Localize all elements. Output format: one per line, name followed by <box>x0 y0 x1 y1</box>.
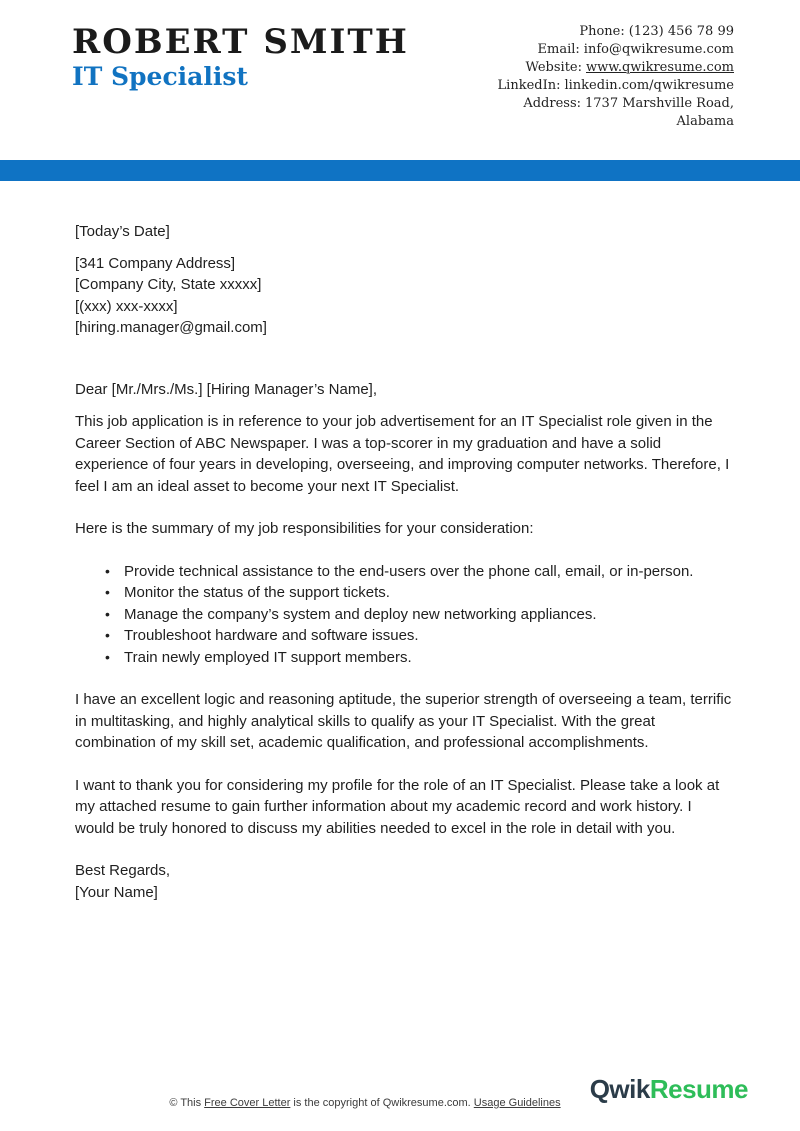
paragraph-introduction: This job application is in reference to your job advertisement for an IT Specialist role given in the Career Section of ABC Newspaper. I was a top-scorer in my graduation and have a solid experience of four years in developing, overseeing, and improving computer networks. Therefore, I feel I am an ideal asset to become your next IT Specialist. <box>75 413 730 495</box>
contact-email <box>498 41 734 59</box>
logo-text-resume: Resume <box>649 1074 748 1104</box>
paragraph-summary-intro: Here is the summary of my job responsibilities for your consideration: <box>75 520 534 537</box>
identity-block <box>72 20 409 92</box>
date-placeholder: [Today’s Date] <box>75 223 170 240</box>
list-item: • Provide technical assistance to the end-users over the phone call, email, or in-person. <box>105 561 735 583</box>
responsibilities-list <box>75 561 735 669</box>
contact-label: Address: <box>523 96 581 111</box>
contact-value: 1737 Marshville Road, <box>585 96 734 111</box>
footer <box>0 1071 800 1117</box>
applicant-job-title: IT Specialist <box>72 62 248 91</box>
salutation: Dear [Mr./Mrs./Ms.] [Hiring Manager’s Name], <box>75 380 378 398</box>
list-item: • Troubleshoot hardware and software issues. <box>105 625 735 647</box>
recipient-line: [341 Company Address] <box>75 254 236 272</box>
contact-label: Phone: <box>579 24 625 39</box>
paragraph-qualifications: I have an excellent logic and reasoning aptitude, the superior strength of overseeing a team, terrific in multitasking, and highly analytical skills to qualify as your IT Specialist. With the great combination of my skill set, academic qualification, and professional accomplishments. <box>75 691 732 751</box>
qwikresume-logo <box>590 1074 748 1105</box>
contact-value: (123) 456 78 99 <box>628 24 734 39</box>
recipient-block <box>75 253 735 339</box>
list-item: • Monitor the status of the support tickets. <box>105 582 735 604</box>
contact-block <box>498 20 734 131</box>
contact-linkedin <box>498 77 734 95</box>
signature-placeholder: [Your Name] <box>75 883 158 901</box>
letter-body <box>0 221 800 903</box>
recipient-line: [(xxx) xxx-xxxx] <box>75 297 178 315</box>
closing-line: Best Regards, <box>75 862 171 879</box>
contact-address-line-1 <box>498 95 734 113</box>
contact-value: linkedin.com/qwikresume <box>564 78 734 93</box>
contact-label: LinkedIn: <box>497 78 561 93</box>
contact-label: Email: <box>537 42 580 57</box>
contact-phone <box>498 23 734 41</box>
header <box>0 0 800 140</box>
list-item: • Train newly employed IT support members. <box>105 647 735 669</box>
logo-text-qwik: Qwik <box>589 1074 650 1104</box>
paragraph-thank-you: I want to thank you for considering my profile for the role of an IT Specialist. Please take a look at my attached resume to gain further information about my academic record and work history. I would be truly honored to discuss my abilities needed to excel in the role in detail with you. <box>75 776 720 837</box>
website-link[interactable]: www.qwikresume.com <box>586 60 734 75</box>
contact-label: Website: <box>525 60 582 75</box>
recipient-line: [hiring.manager@gmail.com] <box>75 319 267 336</box>
list-item: • Manage the company’s system and deploy new networking appliances. <box>105 604 735 626</box>
free-cover-letter-link[interactable]: Free Cover Letter <box>204 1097 291 1109</box>
contact-website <box>498 59 734 77</box>
contact-address-line-2 <box>498 113 734 131</box>
contact-value: info@qwikresume.com <box>583 42 734 57</box>
copyright-text: © This <box>169 1097 205 1109</box>
applicant-name: ROBERT SMITH <box>72 22 409 62</box>
recipient-line: [Company City, State xxxxx] <box>75 276 262 293</box>
usage-guidelines-link[interactable]: Usage Guidelines <box>473 1097 561 1109</box>
accent-divider-bar <box>0 160 800 181</box>
contact-value: Alabama <box>676 114 734 129</box>
copyright-text: is the copyright of Qwikresume.com. <box>290 1097 474 1109</box>
